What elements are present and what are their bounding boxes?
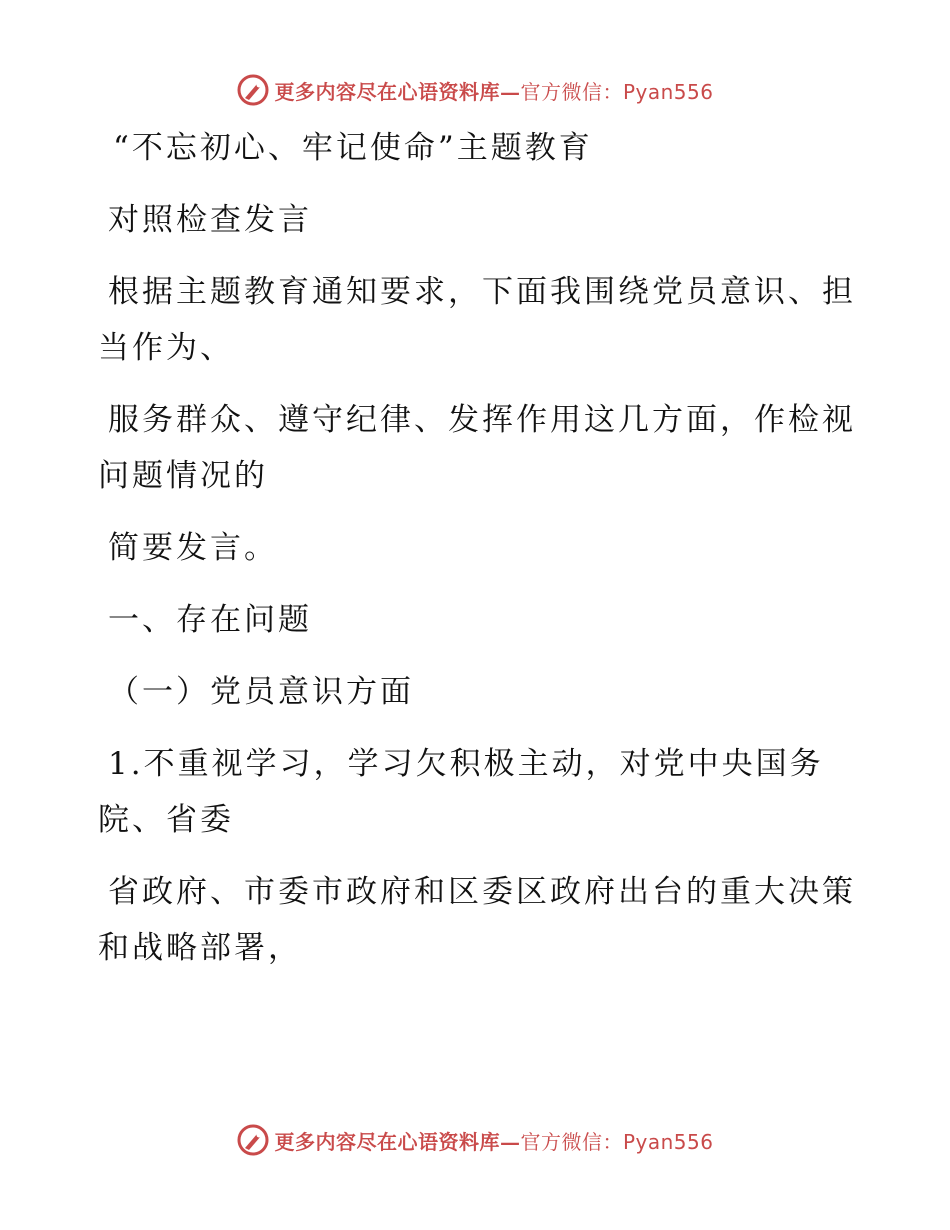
watermark-contact: 官方微信：Pyan556	[520, 79, 714, 104]
subsection-heading: （一）党员意识方面	[108, 674, 414, 710]
pen-nib-logo-icon	[236, 1123, 270, 1157]
watermark-text: 更多内容尽在心语资料库—	[274, 1129, 521, 1154]
watermark-text: 更多内容尽在心语资料库—	[274, 79, 521, 104]
paragraph: 1.不重视学习，学习欠积极主动，对党中央国务院、省委	[98, 746, 824, 838]
header-watermark	[0, 70, 950, 110]
paragraph: 省政府、市委市政府和区委区政府出台的重大决策和战略部署，	[98, 874, 856, 966]
document-subtitle: 对照检查发言	[108, 202, 312, 238]
paragraph: 根据主题教育通知要求，下面我围绕党员意识、担当作为、	[98, 274, 856, 366]
paragraph: 服务群众、遵守纪律、发挥作用这几方面，作检视问题情况的	[98, 402, 856, 494]
footer-watermark	[0, 1120, 950, 1160]
watermark-contact: 官方微信：Pyan556	[520, 1129, 714, 1154]
document-body	[98, 120, 858, 992]
paragraph: 简要发言。	[108, 530, 278, 566]
section-heading: 一、存在问题	[108, 602, 312, 638]
pen-nib-logo-icon	[236, 73, 270, 107]
document-title: “不忘初心、牢记使命”主题教育	[113, 130, 593, 166]
